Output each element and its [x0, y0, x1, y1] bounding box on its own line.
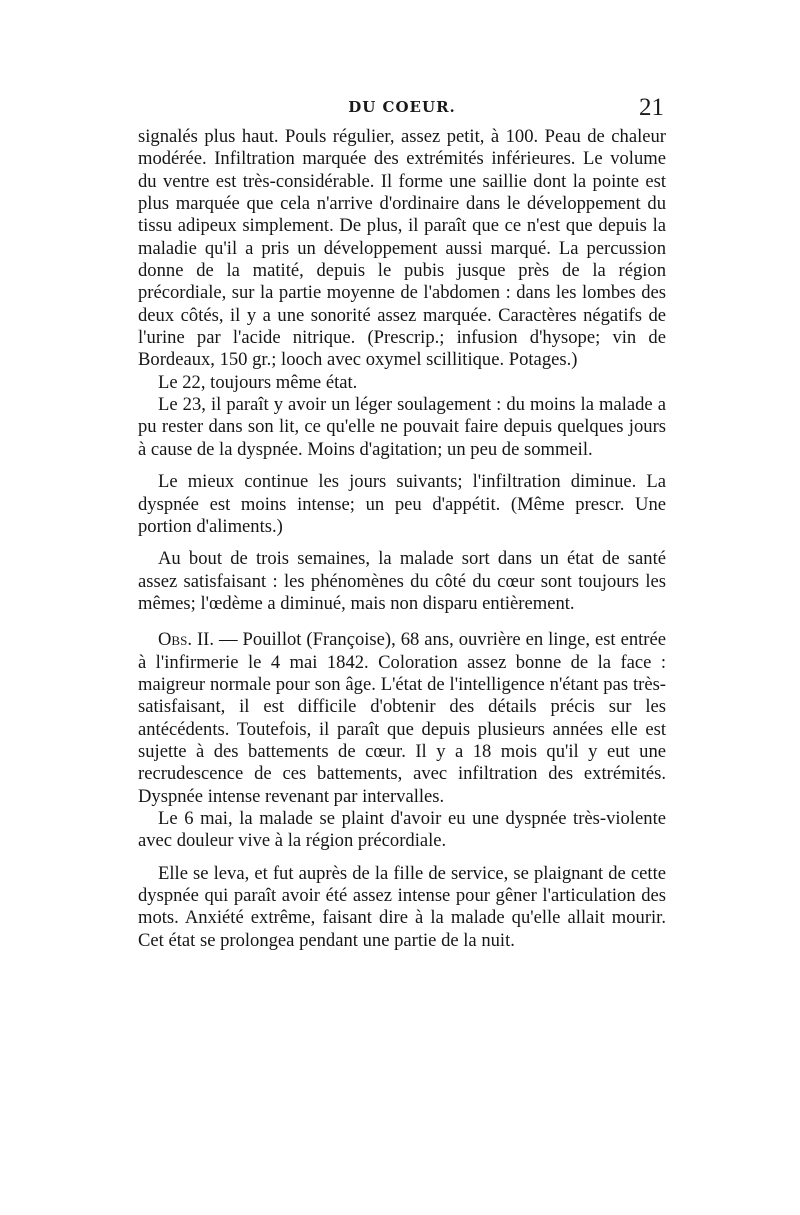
body-text: [138, 126, 666, 952]
running-title: DU COEUR.: [348, 98, 456, 116]
page-header: [138, 96, 666, 122]
paragraph-continuation: signalés plus haut. Pouls régulier, assez petit, à 100. Peau de chaleur modérée. Infiltration marquée des extrémités inférieures. Le volume du ventre est très-considérable. Il forme une saillie dont la pointe est plus marquée que cela n'arrive d'ordinaire dans le développement du tissu adipeux simplement. De plus, il paraît que ce n'est que depuis la maladie qu'il a pris un développement aussi marqué. La percussion donne de la matité, depuis le pubis jusque près de la région précordiale, sur la partie moyenne de l'abdomen : dans les lombes des deux côtés, il y a une sonorité assez marquée. Caractères négatifs de l'urine par l'acide nitrique. (Prescrip.; infusion d'hysope; vin de Bordeaux, 150 gr.; looch avec oxymel scillitique. Potages.): [138, 126, 666, 371]
page-number: 21: [639, 94, 664, 121]
observation-text: — Pouillot (Françoise), 68 ans, ouvrière en linge, est entrée à l'infirmerie le 4 mai 1842. Coloration assez bonne de la face : maigreur normale pour son âge. L'état de l'intelligence n'étant pas très-satisfaisant, il est difficile d'obtenir des détails précis sur les antécédents. Toutefois, il paraît que depuis plusieurs années elle est sujette à des battements de cœur. Il y a 18 mois qu'il y eut une recrudescence de ces battements, avec infiltration des extrémités. Dyspnée intense revenant par intervalles.: [138, 629, 666, 807]
paragraph-discharge: Au bout de trois semaines, la malade sort dans un état de santé assez satisfaisant : les phénomènes du côté du cœur sont toujours les mêmes; l'œdème a diminué, mais non disparu entièrement.: [138, 548, 666, 614]
paragraph-day-23: Le 23, il paraît y avoir un léger soulagement : du moins la malade a pu rester dans son lit, ce qu'elle ne pouvait faire depuis quelques jours à cause de la dyspnée. Moins d'agitation; un peu de sommeil.: [138, 394, 666, 460]
paragraph-may-6: Le 6 mai, la malade se plaint d'avoir eu une dyspnée très-violente avec douleur vive à la région précordiale.: [138, 807, 666, 852]
observation-label: Obs. II.: [158, 629, 214, 651]
paragraph-night: Elle se leva, et fut auprès de la fille de service, se plaignant de cette dyspnée qui paraît avoir été assez intense pour gêner l'articulation des mots. Anxiété extrême, faisant dire à la malade qu'elle allait mourir. Cet état se prolongea pendant une partie de la nuit.: [138, 862, 666, 951]
paragraph-improvement: Le mieux continue les jours suivants; l'infiltration diminue. La dyspnée est moins intense; un peu d'appétit. (Même prescr. Une portion d'aliments.): [138, 471, 666, 537]
paragraph-observation-2: [138, 629, 666, 808]
paragraph-day-22: Le 22, toujours même état.: [158, 371, 358, 393]
